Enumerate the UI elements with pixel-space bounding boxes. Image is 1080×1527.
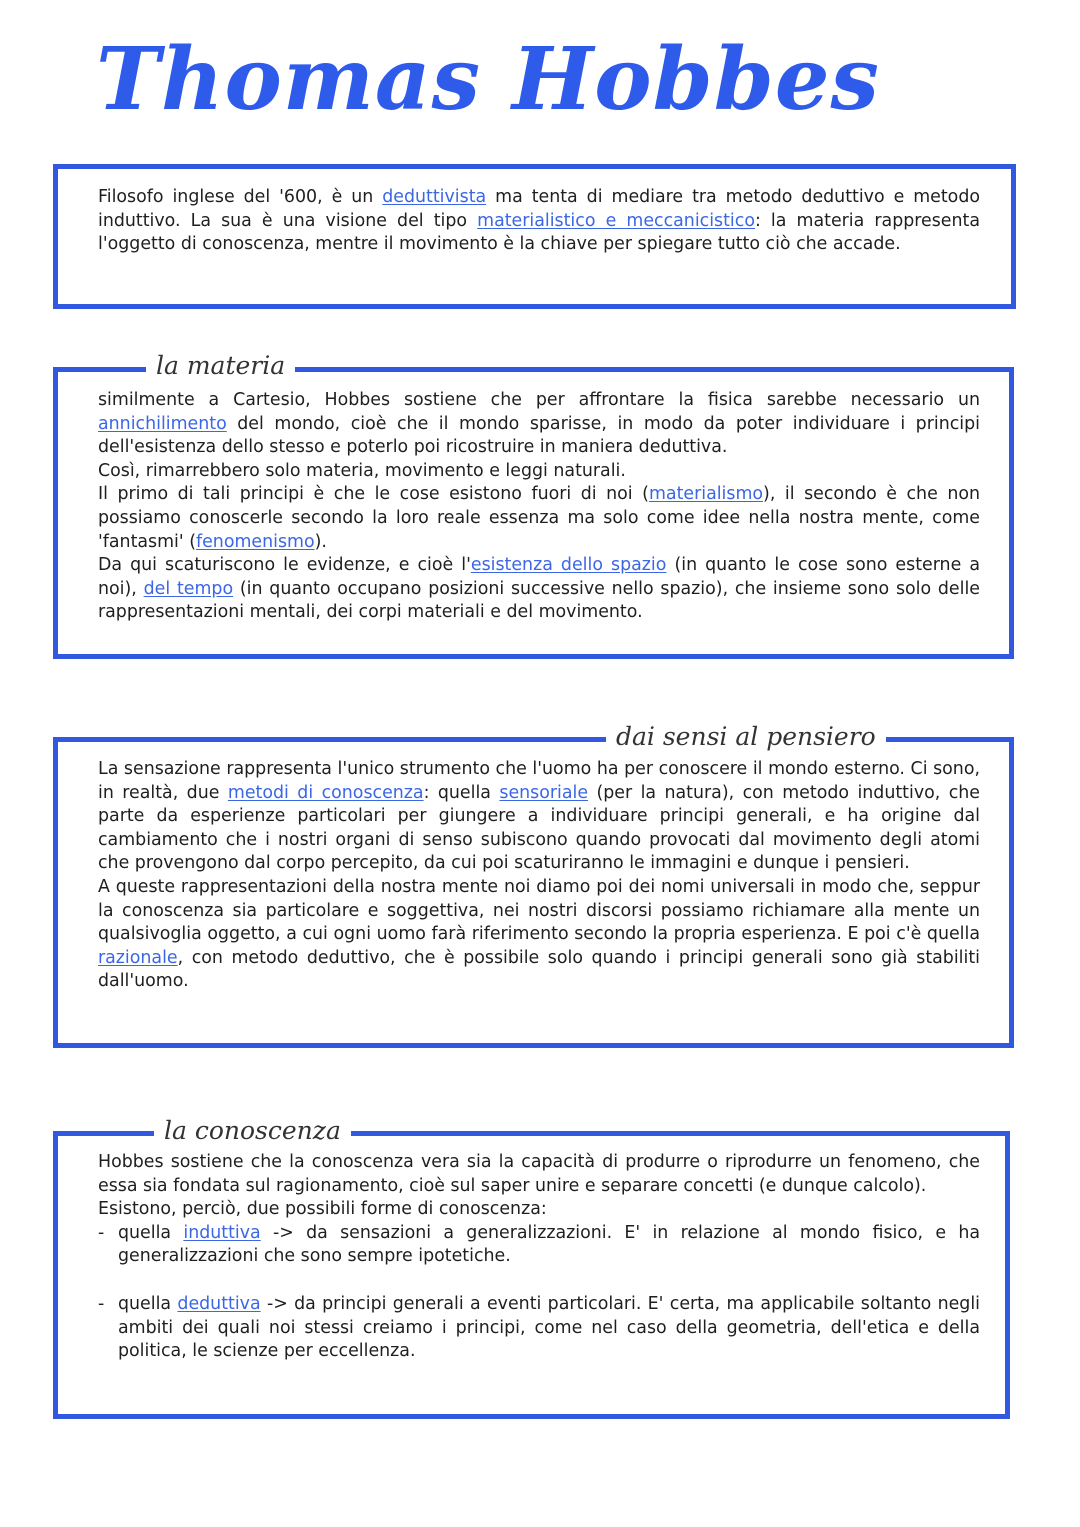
list-gap <box>98 1269 980 1293</box>
keyword-spazio: esistenza dello spazio <box>470 555 667 576</box>
conoscenza-text: Hobbes sostiene che la conoscenza vera sia la capacità di produrre o riprodurre un fenomeno, che essa sia fondata sul ragionamento, cioè sul saper unire e separare concetti (e dunque calcolo). Esistono, perciò, due possibili forme di conoscenza: - quella induttiva -> da sensazioni a generalizzazioni. E' in relazione al mondo fisico, e ha generalizzazioni che sono sempre ipotetiche. - quella deduttiva -> da principi generali a eventi particolari. E' certa, ma applicabile soltanto negli ambiti dei quali noi stessi creiamo i principi, come nel caso della geometria, dell'etica e della politica, le scienze per eccellenza. <box>98 1151 980 1364</box>
sensi-section-label: dai sensi al pensiero <box>606 722 886 752</box>
intro-text: Filosofo inglese del '600, è un deduttivista ma tenta di mediare tra metodo deduttivo e metodo induttivo. La sua è una visione del tipo materialistico e meccanicistico: la materia rappresenta l'oggetto di conoscenza, mentre il movimento è la chiave per spiegare tutto ciò che accade. <box>98 187 980 255</box>
sensi-text: La sensazione rappresenta l'unico strumento che l'uomo ha per conoscere il mondo esterno. Ci sono, in realtà, due metodi di conoscenza: quella sensoriale (per la natura), con metodo induttivo, che parte da esperienze particolari per giungere a individuare principi generali, e ha origine dal cambiamento che i nostri organi di senso subiscono quando provocati dal movimento degli atomi che provengono dal corpo percepito, da cui poi scaturiranno le immagini e dunque i pensieri. A queste rappresentazioni della nostra mente noi diamo poi dei nomi universali in modo che, seppur la conoscenza sia particolare e soggettiva, nei nostri discorsi possiamo richiamare alla mente un qualsivoglia oggetto, a cui ogni uomo farà riferimento secondo la propria esperienza. E poi c'è quella razionale, con metodo deduttivo, che è possibile solo quando i principi generali sono già stabiliti dall'uomo. <box>98 759 980 992</box>
materia-section-label: la materia <box>146 351 295 381</box>
keyword-tempo: del tempo <box>143 578 234 599</box>
conoscenza-section-label: la conoscenza <box>154 1116 351 1146</box>
keyword-deduttiva: deduttiva <box>177 1293 261 1314</box>
keyword-materialismo: materialismo <box>648 484 764 505</box>
keyword-induttiva: induttiva <box>183 1222 261 1243</box>
keyword-annichilimento: annichilimento <box>98 413 227 434</box>
keyword-deduttivista: deduttivista <box>382 187 487 207</box>
keyword-razionale: razionale <box>98 947 178 968</box>
page-title: Thomas Hobbes <box>96 29 880 130</box>
conoscenza-forms-list <box>98 1222 980 1364</box>
list-item-deduttiva: - quella deduttiva -> da principi generali a eventi particolari. E' certa, ma applicabile soltanto negli ambiti dei quali noi stessi creiamo i principi, come nel caso della geometria, dell'etica e della politica, le scienze per eccellenza. <box>98 1293 980 1364</box>
keyword-sensoriale: sensoriale <box>499 782 589 803</box>
keyword-fenomenismo: fenomenismo <box>195 531 315 552</box>
keyword-metodi-conoscenza: metodi di conoscenza <box>227 782 424 803</box>
materia-text: similmente a Cartesio, Hobbes sostiene che per affrontare la fisica sarebbe necessario un annichilimento del mondo, cioè che il mondo sparisse, in modo da poter individuare i principi dell'esistenza dello stesso e poterlo poi ricostruire in maniera deduttiva. Così, rimarrebbero solo materia, movimento e leggi naturali. Il primo di tali principi è che le cose esistono fuori di noi (materialismo), il secondo è che non possiamo conoscerle secondo la loro reale essenza ma solo come idee nella nostra mente, come 'fantasmi' (fenomenismo). Da qui scaturiscono le evidenze, e cioè l'esistenza dello spazio (in quanto le cose sono esterne a noi), del tempo (in quanto occupano posizioni successive nello spazio), che insieme sono solo delle rappresentazioni mentali, dei corpi materiali e del movimento. <box>98 390 980 623</box>
list-item-induttiva: - quella induttiva -> da sensazioni a generalizzazioni. E' in relazione al mondo fisico, e ha generalizzazioni che sono sempre ipotetiche. <box>98 1222 980 1269</box>
keyword-materialistico: materialistico e meccanicistico <box>477 210 755 231</box>
